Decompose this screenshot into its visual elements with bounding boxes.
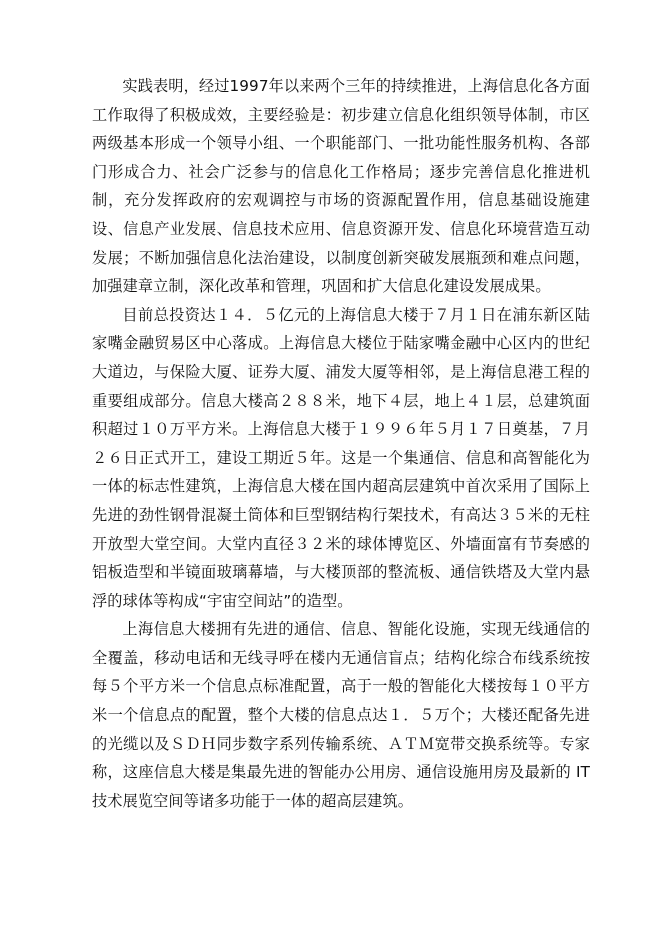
document-body — [92, 72, 590, 815]
paragraph-information-tower-facilities: 上海信息大楼拥有先进的通信、信息、智能化设施，实现无线通信的全覆盖，移动电话和无线寻呼在楼内无通信盲点；结构化综合布线系统按每５个平方米一个信息点标准配置，高于一般的智能化大楼按每１０平方米一个信息点的配置，整个大楼的信息点达１．５万个；大楼还配备先进的光缆以及ＳＤＨ同步数字系列传输系统、ＡＴＭ宽带交换系统等。专家称，这座信息大楼是集最先进的智能办公用房、通信设施用房及最新的 IT 技术展览空间等诸多功能于一体的超高层建筑。 — [92, 620, 590, 810]
paragraph-information-tower-overview: 目前总投资达１４．５亿元的上海信息大楼于７月１日在浦东新区陆家嘴金融贸易区中心落成。上海信息大楼位于陆家嘴金融中心区内的世纪大道边，与保险大厦、证券大厦、浦发大厦等相邻，是上海信息港工程的重要组成部分。信息大楼高２８８米，地下４层，地上４１层，总建筑面积超过１０万平方米。上海信息大楼于１９９６年５月１７日奠基，７月２６日正式开工，建设工期近５年。这是一个集通信、信息和高智能化为一体的标志性建筑，上海信息大楼在国内超高层建筑中首次采用了国际上先进的劲性钢骨混凝土筒体和巨型钢结构行架技术，有高达３５米的无柱开放型大堂空间。大堂内直径３２米的球体博览区、外墙面富有节奏感的铝板造型和半镜面玻璃幕墙，与大楼顶部的整流板、通信铁塔及大堂内悬浮的球体等构成“宇宙空间站”的造型。 — [92, 305, 590, 610]
paragraph-experience-summary: 实践表明，经过1997年以来两个三年的持续推进，上海信息化各方面工作取得了积极成效，主要经验是：初步建立信息化组织领导体制，市区两级基本形成一个领导小组、一个职能部门、一批功能性服务机构、各部门形成合力、社会广泛参与的信息化工作格局；逐步完善信息化推进机制，充分发挥政府的宏观调控与市场的资源配置作用，信息基础设施建设、信息产业发展、信息技术应用、信息资源开发、信息化环境营造互动发展；不断加强信息化法治建设，以制度创新突破发展瓶颈和难点问题，加强建章立制，深化改革和管理，巩固和扩大信息化建设发展成果。 — [92, 77, 590, 296]
